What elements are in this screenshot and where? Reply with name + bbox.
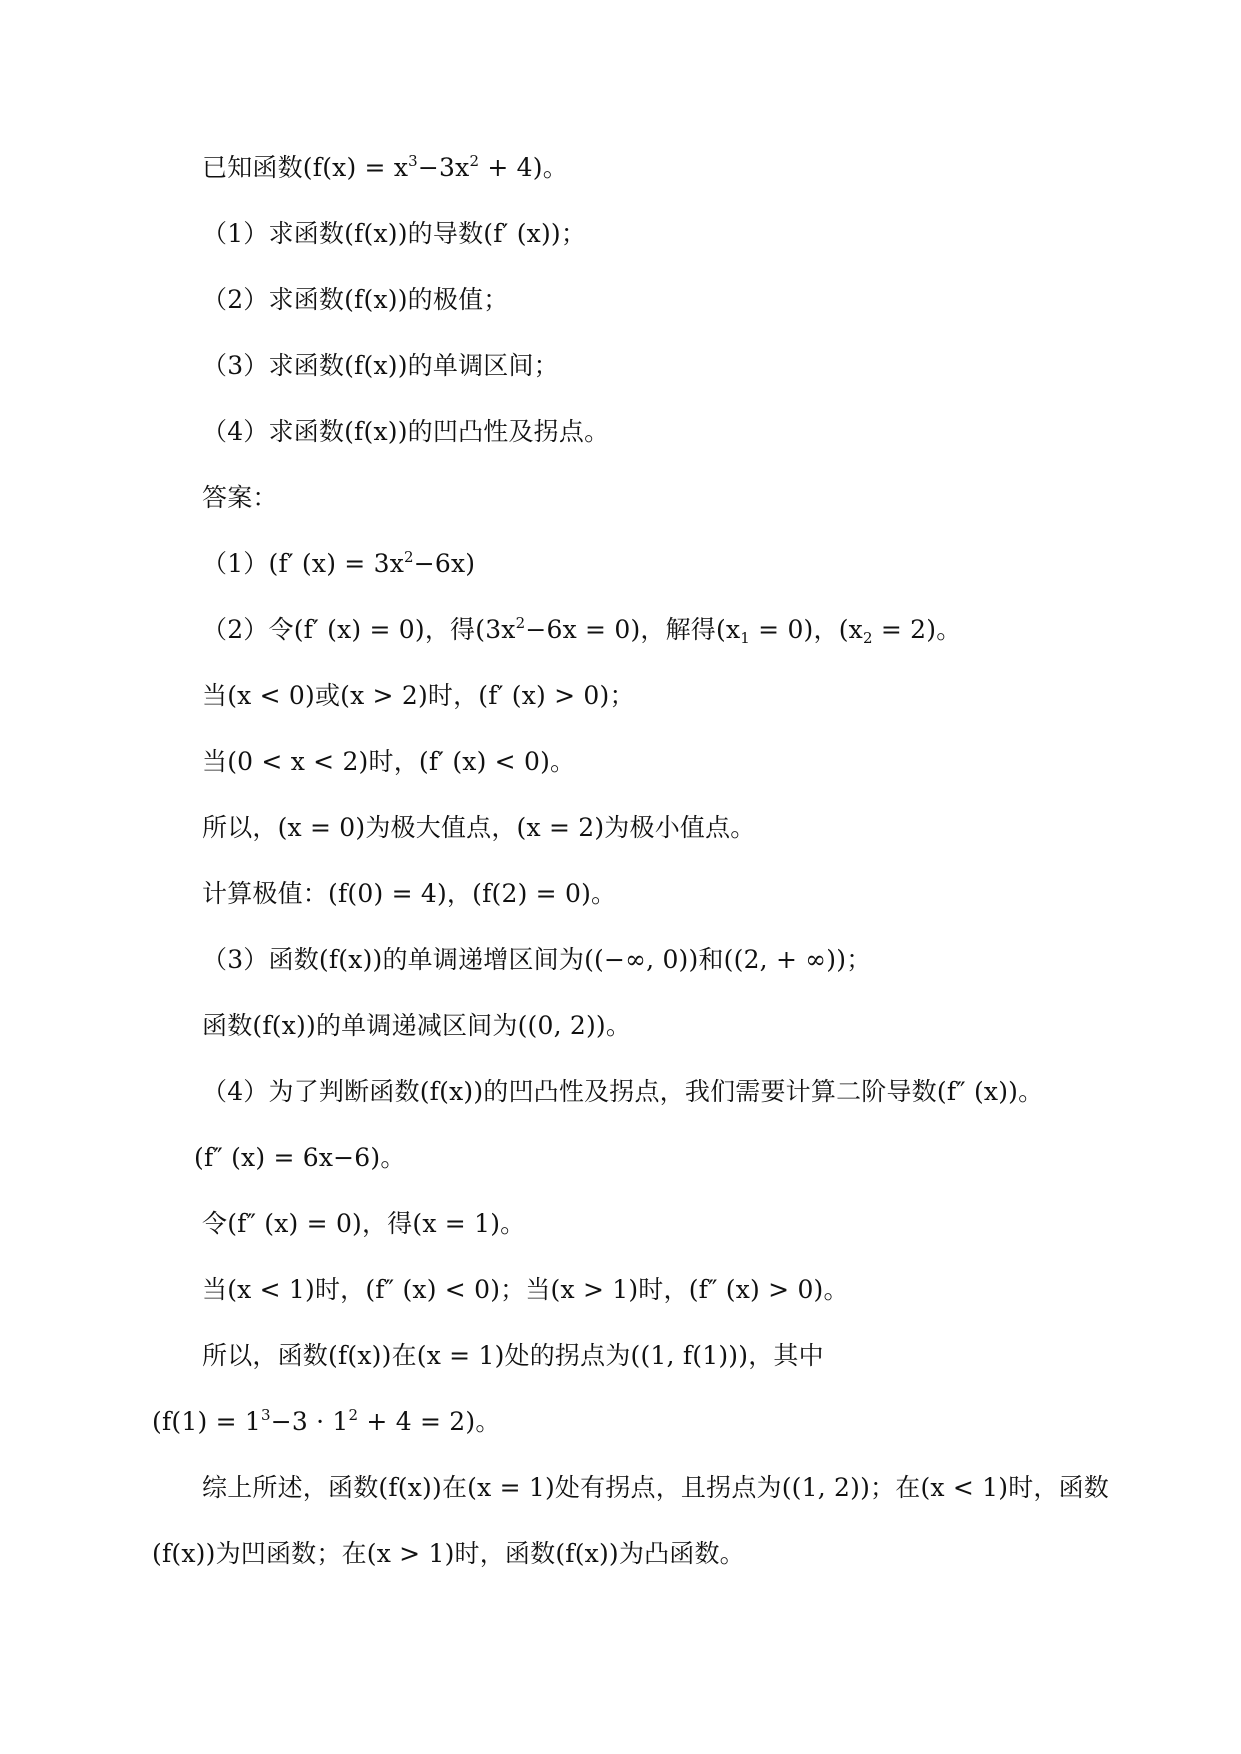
- subscript: 2: [862, 629, 873, 647]
- answer-4-sign: [202, 1274, 849, 1306]
- answer-1: [202, 548, 475, 580]
- text-run: (f″ (x) = 6x−6)。: [194, 1143, 406, 1172]
- text-run: 当(x < 1)时，(f″ (x) < 0)；当(x > 1)时，(f″ (x) > 0)。: [202, 1275, 849, 1304]
- text-run: 当(x < 0)或(x > 2)时，(f′ (x) > 0)；: [202, 681, 635, 710]
- text-run: 综上所述，函数(f(x))在(x = 1)处有拐点，且拐点为((1, 2))；在(x < 1)时，函数: [202, 1473, 1109, 1502]
- text-run: 计算极值：(f(0) = 4)，(f(2) = 0)。: [202, 879, 617, 908]
- answer-4-zero: [202, 1208, 525, 1240]
- text-run: + 4 = 2)。: [358, 1407, 501, 1436]
- text-run: = 2)。: [872, 615, 962, 644]
- text-run: （2）求函数(f(x))的极值；: [202, 285, 509, 314]
- text-run: 函数(f(x))的单调递减区间为((0, 2))。: [202, 1011, 632, 1040]
- text-run: （3）函数(f(x))的单调递增区间为((−∞, 0))和((2, + ∞))；: [202, 945, 872, 974]
- text-run: （1）(f′ (x) = 3x: [202, 549, 404, 578]
- subscript: 1: [740, 629, 751, 647]
- text-run: 当(0 < x < 2)时，(f′ (x) < 0)。: [202, 747, 576, 776]
- answer-3-decreasing: [202, 1010, 631, 1042]
- answer-4-f1-value: [152, 1406, 501, 1438]
- answer-2-decreasing-sign: [202, 746, 575, 778]
- question-4: [202, 416, 609, 448]
- answer-heading: [202, 482, 278, 514]
- text-run: (f(x))为凹函数；在(x > 1)时，函数(f(x))为凸函数。: [152, 1539, 745, 1568]
- problem-statement: [202, 152, 568, 184]
- text-run: −3 · 1: [270, 1407, 349, 1436]
- superscript: 2: [404, 548, 414, 566]
- question-2: [202, 284, 508, 316]
- text-run: 答案：: [202, 483, 278, 512]
- text-run: 所以，函数(f(x))在(x = 1)处的拐点为((1, f(1)))，其中: [202, 1341, 824, 1370]
- answer-3-increasing: [202, 944, 871, 976]
- text-run: = 0)，(x: [750, 615, 863, 644]
- text-run: （4）求函数(f(x))的凹凸性及拐点。: [202, 417, 610, 446]
- answer-4-second-derivative: [194, 1142, 406, 1174]
- answer-2-increasing-sign: [202, 680, 635, 712]
- answer-2-extrema-points: [202, 812, 756, 844]
- superscript: 3: [260, 1406, 271, 1424]
- question-1: [202, 218, 586, 250]
- question-3: [202, 350, 559, 382]
- summary-1: [202, 1472, 1109, 1504]
- superscript: 2: [515, 614, 526, 632]
- answer-4-inflection: [202, 1340, 824, 1372]
- text-run: （1）求函数(f(x))的导数(f′ (x))；: [202, 219, 587, 248]
- answer-4-intro: [202, 1076, 1043, 1108]
- text-run: 已知函数(f(x) = x: [202, 153, 409, 182]
- text-run: + 4)。: [479, 153, 568, 182]
- summary-2: [152, 1538, 745, 1570]
- superscript: 2: [348, 1406, 359, 1424]
- superscript: 2: [469, 152, 480, 170]
- text-run: （4）为了判断函数(f(x))的凹凸性及拐点，我们需要计算二阶导数(f″ (x))。: [202, 1077, 1044, 1106]
- text-run: −6x): [413, 549, 476, 578]
- answer-2-extrema-values: [202, 878, 616, 910]
- answer-2-critical-points: [202, 614, 961, 646]
- superscript: 3: [408, 152, 418, 170]
- text-run: −3x: [417, 153, 470, 182]
- text-run: −6x = 0)，解得(x: [525, 615, 741, 644]
- text-run: (f(1) = 1: [152, 1407, 261, 1436]
- text-run: 所以，(x = 0)为极大值点，(x = 2)为极小值点。: [202, 813, 756, 842]
- text-run: （2）令(f′ (x) = 0)，得(3x: [202, 615, 516, 644]
- text-run: 令(f″ (x) = 0)，得(x = 1)。: [202, 1209, 526, 1238]
- text-run: （3）求函数(f(x))的单调区间；: [202, 351, 559, 380]
